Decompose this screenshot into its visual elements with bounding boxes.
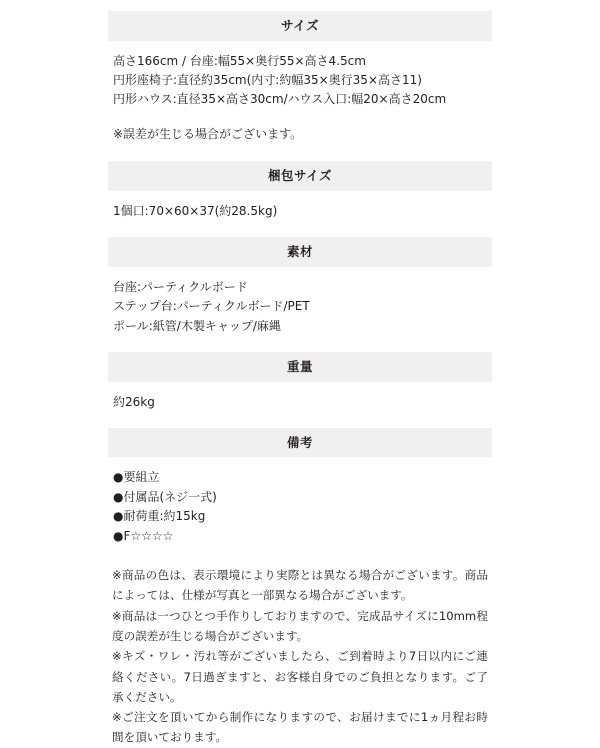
section-gap: [108, 412, 492, 428]
section-body-package-size: [108, 191, 492, 221]
footnotes: [108, 546, 492, 748]
spec-line: 円形座椅子:直径約35cm(内寸:約幅35×奥行35×高さ11): [113, 72, 422, 87]
section-body-remarks: [108, 457, 492, 546]
footnote-item: ※商品は一つひとつ手作りしておりますので、完成品サイズに10mm程度の誤差が生じる場合がございます。: [112, 608, 488, 644]
spec-line: ステップ台:パーティクルボード/PET: [113, 299, 310, 314]
section-header-weight: 重量: [108, 352, 492, 382]
section-body-size: [108, 41, 492, 110]
footnote-item: ※キズ・ワレ・汚れ等がございましたら、ご到着時より7日以内にご連絡ください。7日過ぎますと、お客様自身でのご負担となります。ご了承ください。: [112, 649, 488, 704]
section-header-material: 素材: [108, 237, 492, 267]
remark-line: ●要組立: [113, 470, 160, 485]
spec-line: 1個口:70×60×37(約28.5kg): [113, 203, 278, 218]
footnote-item: ※ご注文を頂いてから制作になりますので、お届けまでに1ヵ月程お時間を頂いております。: [112, 710, 488, 745]
section-body-material: [108, 267, 492, 336]
top-spacer: [108, 0, 492, 11]
spec-line: 高さ166cm / 台座:幅55×奥行55×高さ4.5cm: [113, 53, 366, 68]
remark-line: ●F☆☆☆☆: [113, 528, 174, 543]
section-body-weight: [108, 382, 492, 412]
spec-line: 台座:パーティクルボード: [113, 279, 248, 294]
footnote-item: ※商品の色は、表示環境により実際とは異なる場合がございます。商品によっては、仕様が写真と一部異なる場合がございます。: [112, 568, 488, 603]
spec-line: 約26kg: [113, 394, 155, 409]
section-header-package-size: 梱包サイズ: [108, 161, 492, 191]
section-header-remarks: 備考: [108, 428, 492, 458]
spec-line: ポール:紙管/木製キャップ/麻縄: [113, 318, 281, 333]
section-gap: [108, 336, 492, 352]
section-gap: [108, 144, 492, 161]
section-gap: [108, 221, 492, 237]
spec-line: 円形ハウス:直径35×高さ30cm/ハウス入口:幅20×高さ20cm: [113, 92, 447, 107]
size-note: ※誤差が生じる場合がございます。: [113, 126, 303, 141]
remark-line: ●耐荷重:約15kg: [113, 509, 206, 524]
section-header-size: サイズ: [108, 11, 492, 41]
remark-line: ●付属品(ネジ一式): [113, 489, 217, 504]
